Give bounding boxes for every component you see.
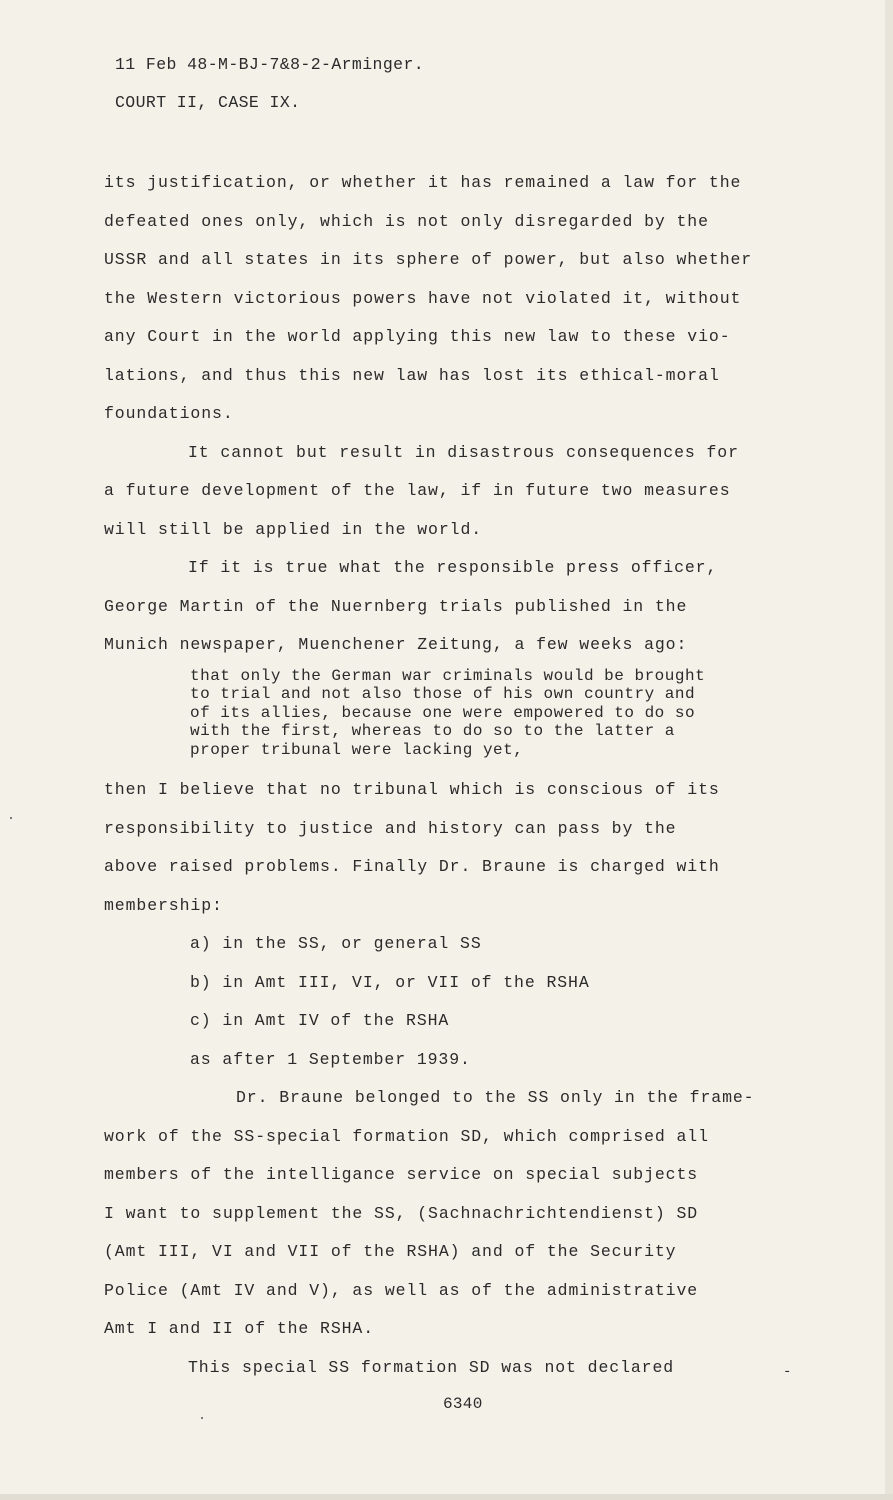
text-line: work of the SS-special formation SD, which comprised all — [104, 1126, 709, 1146]
list-item: b) in Amt III, VI, or VII of the RSHA — [190, 972, 590, 992]
quote-line: of its allies, because one were empowered to do so — [190, 703, 696, 722]
paper-speck — [10, 817, 12, 819]
paragraph-consequences — [104, 434, 804, 550]
list-item: as after 1 September 1939. — [190, 1049, 471, 1069]
document-body — [104, 164, 804, 1387]
text-line: responsibility to justice and history can pass by the — [104, 818, 677, 838]
quote-line: to trial and not also those of his own country and — [190, 685, 696, 703]
block-quote — [104, 667, 804, 760]
text-line: This special SS formation SD was not declared — [188, 1357, 675, 1377]
page-number: 6340 — [443, 1395, 483, 1413]
text-line: Police (Amt IV and V), as well as of the administrative — [104, 1280, 699, 1300]
text-line: Munich newspaper, Muenchener Zeitung, a few weeks ago: — [104, 635, 688, 654]
text-line: defeated ones only, which is not only disregarded by the — [104, 211, 709, 231]
text-line: then I believe that no tribunal which is conscious of its — [104, 780, 720, 799]
text-line: Amt I and II of the RSHA. — [104, 1319, 375, 1338]
paragraph-braune-ss — [104, 1079, 804, 1349]
text-line: members of the intelligance service on special subjects — [104, 1165, 699, 1184]
header-reference-line: 11 Feb 48-M-BJ-7&8-2-Arminger. — [115, 55, 425, 74]
quote-line: with the first, whereas to do so to the latter a — [190, 722, 675, 740]
text-line: Dr. Braune belonged to the SS only in the frame- — [236, 1088, 755, 1107]
text-line: membership: — [104, 895, 223, 915]
text-line: any Court in the world applying this new law to these vio- — [104, 327, 731, 346]
text-line: (Amt III, VI and VII of the RSHA) and of the Security — [104, 1242, 677, 1261]
text-line: will still be applied in the world. — [104, 519, 483, 539]
continuation-mark: - — [783, 1364, 792, 1380]
text-line: foundations. — [104, 404, 234, 423]
list-item: a) in the SS, or general SS — [190, 934, 482, 953]
page-edge-right — [885, 0, 893, 1500]
page-edge-bottom — [0, 1494, 893, 1500]
text-line: lations, and thus this new law has lost its ethical-moral — [104, 365, 720, 385]
text-line: USSR and all states in its sphere of power, but also whether — [104, 250, 753, 269]
header-court-line: COURT II, CASE IX. — [115, 93, 301, 112]
text-line: It cannot but result in disastrous consequences for — [188, 442, 739, 462]
text-line: If it is true what the responsible press officer, — [188, 558, 718, 577]
quote-line: proper tribunal were lacking yet, — [190, 740, 524, 759]
membership-list — [104, 925, 804, 1079]
paragraph-justification — [104, 164, 804, 434]
text-line: I want to supplement the SS, (Sachnachrichtendienst) SD — [104, 1203, 699, 1223]
paragraph-not-declared — [104, 1349, 804, 1388]
quote-line: that only the German war criminals would be brought — [190, 666, 706, 685]
text-line: above raised problems. Finally Dr. Braune is charged with — [104, 857, 720, 876]
text-line: its justification, or whether it has remained a law for the — [104, 173, 742, 192]
text-line: George Martin of the Nuernberg trials published in the — [104, 596, 688, 616]
text-line: the Western victorious powers have not violated it, without — [104, 288, 742, 308]
paragraph-press-officer — [104, 549, 804, 665]
text-line: a future development of the law, if in future two measures — [104, 481, 731, 500]
paper-speck — [201, 1417, 203, 1419]
list-item: c) in Amt IV of the RSHA — [190, 1011, 450, 1030]
paragraph-tribunal — [104, 771, 804, 925]
